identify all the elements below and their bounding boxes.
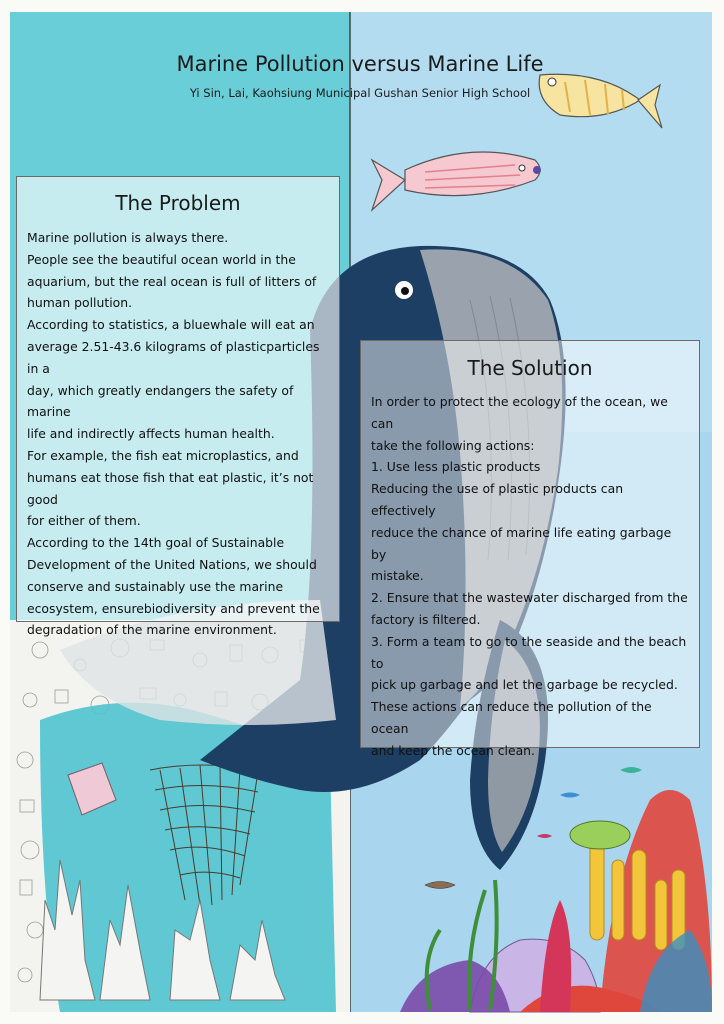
- poster-subtitle: Yi Sin, Lai, Kaohsiung Municipal Gushan Senior High School: [189, 86, 531, 100]
- solution-line: Reducing the use of plastic products can effectively: [371, 481, 624, 518]
- problem-line: human pollution.: [27, 295, 133, 311]
- problem-panel: [16, 176, 340, 638]
- solution-line: pick up garbage and let the garbage be recycled.: [371, 677, 678, 693]
- problem-line: degradation of the marine environment.: [27, 622, 277, 638]
- solution-line: reduce the chance of marine life eating garbage by: [371, 524, 672, 562]
- solution-text: [361, 391, 699, 762]
- problem-line: According to statistics, a bluewhale will eat an: [27, 317, 315, 333]
- problem-line: day, which greatly endangers the safety of marine: [27, 382, 294, 420]
- problem-text: [17, 227, 339, 641]
- poster-title: Marine Pollution versus Marine Life: [176, 52, 544, 76]
- solution-heading: The Solution: [467, 356, 593, 380]
- problem-line: According to the 14th goal of Sustainable: [27, 535, 285, 551]
- solution-line: 1. Use less plastic products: [371, 459, 541, 475]
- solution-line: In order to protect the ecology of the ocean, we can: [371, 394, 668, 431]
- problem-line: aquarium, but the real ocean is full of litters of: [27, 273, 317, 289]
- solution-line: take the following actions:: [371, 437, 535, 453]
- problem-line: conserve and sustainably use the marine: [27, 578, 284, 594]
- solution-line: factory is filtered.: [371, 611, 481, 627]
- problem-line: Marine pollution is always there.: [27, 230, 229, 245]
- solution-line: mistake.: [371, 568, 424, 584]
- solution-line: 2. Ensure that the wastewater discharged from the: [371, 590, 688, 606]
- problem-line: for either of them.: [27, 513, 141, 529]
- problem-line: humans eat those fish that eat plastic, it’s not good: [27, 469, 314, 507]
- solution-line: and keep the ocean clean.: [371, 742, 535, 758]
- problem-line: life and indirectly affects human health.: [27, 426, 275, 442]
- problem-line: Development of the United Nations, we should: [27, 556, 317, 572]
- solution-line: These actions can reduce the pollution of the ocean: [371, 699, 652, 736]
- problem-line: For example, the fish eat microplastics, and: [27, 447, 299, 463]
- problem-line: People see the beautiful ocean world in the: [27, 251, 296, 267]
- solution-panel: [360, 340, 700, 758]
- problem-line: average 2.51-43.6 kilograms of plasticparticles in a: [27, 338, 320, 376]
- problem-heading: The Problem: [115, 191, 241, 215]
- problem-line: ecosystem, ensurebiodiversity and prevent the: [27, 600, 320, 616]
- solution-line: 3. Form a team to go to the seaside and the beach to: [371, 633, 687, 671]
